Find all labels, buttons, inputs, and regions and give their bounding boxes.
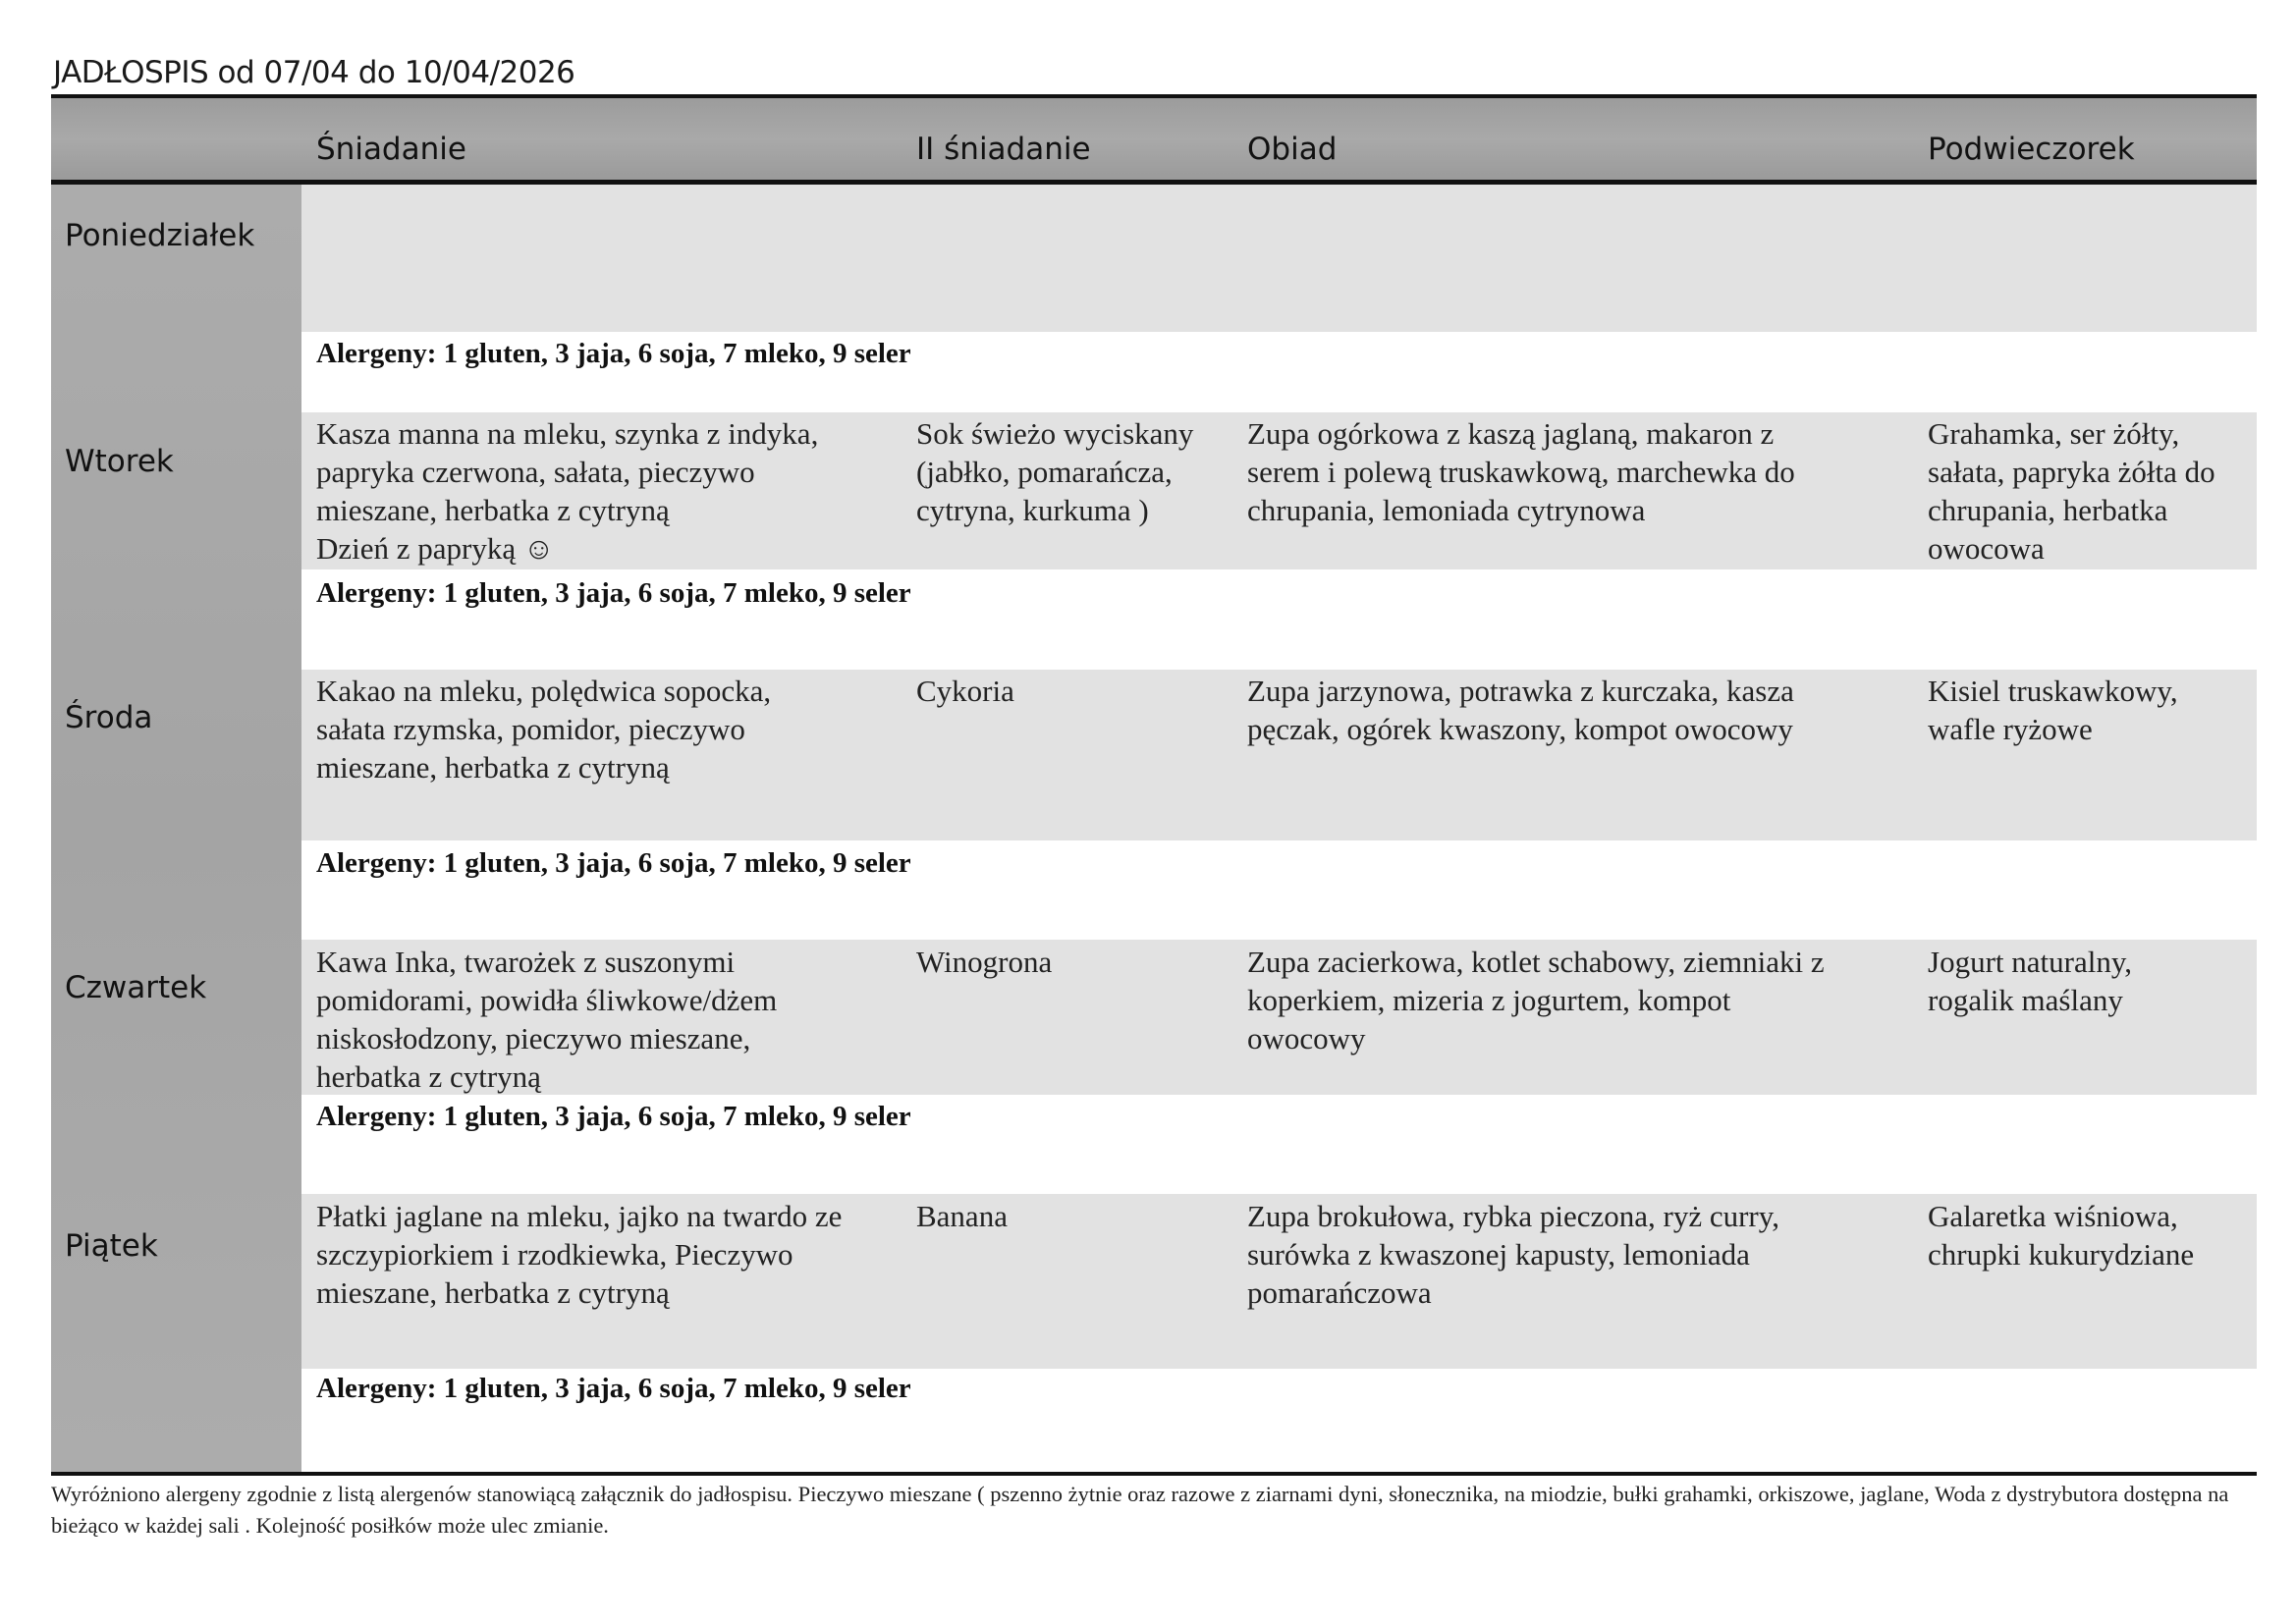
meal-line: Dzień z papryką ☺ (316, 531, 555, 566)
meal-line: serem i polewą truskawkową, marchewka do (1247, 455, 1795, 489)
meal-cell (316, 414, 818, 568)
day-label-czwartek: Czwartek (65, 970, 207, 1005)
column-header-ii-sniadanie: II śniadanie (916, 132, 1091, 167)
meal-line: Jogurt naturalny, (1928, 945, 2133, 979)
column-header-obiad: Obiad (1247, 132, 1338, 167)
meal-cell (316, 1197, 842, 1312)
allergens-poniedzialek: Alergeny: 1 gluten, 3 jaja, 6 soja, 7 mleko, 9 seler (316, 338, 911, 369)
meal-cell (1247, 943, 1825, 1057)
meal-cell (1928, 943, 2132, 1019)
meal-line: Galaretka wiśniowa, (1928, 1199, 2178, 1233)
meal-line: szczypiorkiem i rzodkiewka, Pieczywo (316, 1237, 793, 1272)
allergens-piatek: Alergeny: 1 gluten, 3 jaja, 6 soja, 7 mleko, 9 seler (316, 1373, 911, 1404)
meal-line: Sok świeżo wyciskany (916, 416, 1194, 451)
meal-cell (1928, 672, 2178, 748)
meal-cell (916, 943, 1052, 981)
day-label-piatek: Piątek (65, 1228, 158, 1264)
meal-line: Kawa Inka, twarożek z suszonymi (316, 945, 736, 979)
page-title: JADŁOSPIS od 07/04 do 10/04/2026 (53, 55, 575, 90)
meal-cell (316, 943, 777, 1096)
meal-line: Banana (916, 1199, 1008, 1233)
meal-line: Kakao na mleku, polędwica sopocka, (316, 674, 772, 708)
footnote: Wyróżniono alergeny zgodnie z listą alergenów stanowiącą załącznik do jadłospisu. Pieczywo mieszane ( pszenno żytnie oraz razowe z ziarnami dyni, słonecznika, na miodzie, bułki grahamki, orkiszowe, jaglane, Woda z dystrybutora dostępna na bieżąco w każdej sali . Kolejność posiłków może ulec zmianie. (51, 1482, 2229, 1538)
allergens-sroda: Alergeny: 1 gluten, 3 jaja, 6 soja, 7 mleko, 9 seler (316, 847, 911, 879)
meal-line: chrupki kukurydziane (1928, 1237, 2195, 1272)
meal-line: (jabłko, pomarańcza, (916, 455, 1173, 489)
meal-cell (916, 672, 1014, 710)
day-label-poniedzialek: Poniedziałek (65, 218, 255, 253)
meal-line: mieszane, herbatka z cytryną (316, 493, 670, 527)
column-header-podwieczorek: Podwieczorek (1928, 132, 2135, 167)
meal-line: Kasza manna na mleku, szynka z indyka, (316, 416, 819, 451)
meal-line: Zupa zacierkowa, kotlet schabowy, ziemniaki z (1247, 945, 1825, 979)
meal-cell (916, 1197, 1008, 1235)
meal-line: sałata rzymska, pomidor, pieczywo (316, 712, 745, 746)
column-header-sniadanie: Śniadanie (316, 132, 466, 167)
allergens-wtorek: Alergeny: 1 gluten, 3 jaja, 6 soja, 7 mleko, 9 seler (316, 577, 911, 609)
day-column (51, 185, 301, 1473)
meal-cell (1247, 414, 1795, 529)
meal-cell (1247, 672, 1794, 748)
meal-line: surówka z kwaszonej kapusty, lemoniada (1247, 1237, 1750, 1272)
meal-cell (1247, 1197, 1779, 1312)
meal-line: chrupania, lemoniada cytrynowa (1247, 493, 1646, 527)
meal-line: owocowy (1247, 1021, 1366, 1056)
meal-line: Zupa jarzynowa, potrawka z kurczaka, kasza (1247, 674, 1794, 708)
day-label-wtorek: Wtorek (65, 444, 174, 479)
allergens-czwartek: Alergeny: 1 gluten, 3 jaja, 6 soja, 7 mleko, 9 seler (316, 1101, 911, 1132)
meal-cell (916, 414, 1193, 529)
meal-line: Zupa brokułowa, rybka pieczona, ryż curry, (1247, 1199, 1779, 1233)
meal-line: Cykoria (916, 674, 1014, 708)
meal-line: Winogrona (916, 945, 1053, 979)
meal-line: cytryna, kurkuma ) (916, 493, 1149, 527)
meal-cell (316, 672, 771, 786)
meal-line: Płatki jaglane na mleku, jajko na twardo ze (316, 1199, 843, 1233)
meal-line: wafle ryżowe (1928, 712, 2093, 746)
meal-line: Kisiel truskawkowy, (1928, 674, 2178, 708)
meal-line: chrupania, herbatka (1928, 493, 2168, 527)
meal-line: pomidorami, powidła śliwkowe/dżem (316, 983, 778, 1017)
meal-line: rogalik maślany (1928, 983, 2123, 1017)
meal-line: Grahamka, ser żółty, (1928, 416, 2180, 451)
meal-line: koperkiem, mizeria z jogurtem, kompot (1247, 983, 1731, 1017)
row-band-poniedzialek (301, 185, 2257, 332)
table-bottom-rule (51, 1472, 2257, 1476)
meal-line: mieszane, herbatka z cytryną (316, 750, 670, 785)
meal-line: niskosłodzony, pieczywo mieszane, (316, 1021, 751, 1056)
meal-line: papryka czerwona, sałata, pieczywo (316, 455, 755, 489)
day-label-sroda: Środa (65, 700, 153, 735)
meal-line: herbatka z cytryną (316, 1059, 541, 1094)
meal-cell (1928, 1197, 2194, 1273)
meal-line: pomarańczowa (1247, 1275, 1432, 1310)
meal-line: pęczak, ogórek kwaszony, kompot owocowy (1247, 712, 1793, 746)
meal-cell (1928, 414, 2215, 568)
meal-line: owocowa (1928, 531, 2045, 566)
meal-line: mieszane, herbatka z cytryną (316, 1275, 670, 1310)
meal-line: sałata, papryka żółta do (1928, 455, 2215, 489)
meal-line: Zupa ogórkowa z kaszą jaglaną, makaron z (1247, 416, 1775, 451)
